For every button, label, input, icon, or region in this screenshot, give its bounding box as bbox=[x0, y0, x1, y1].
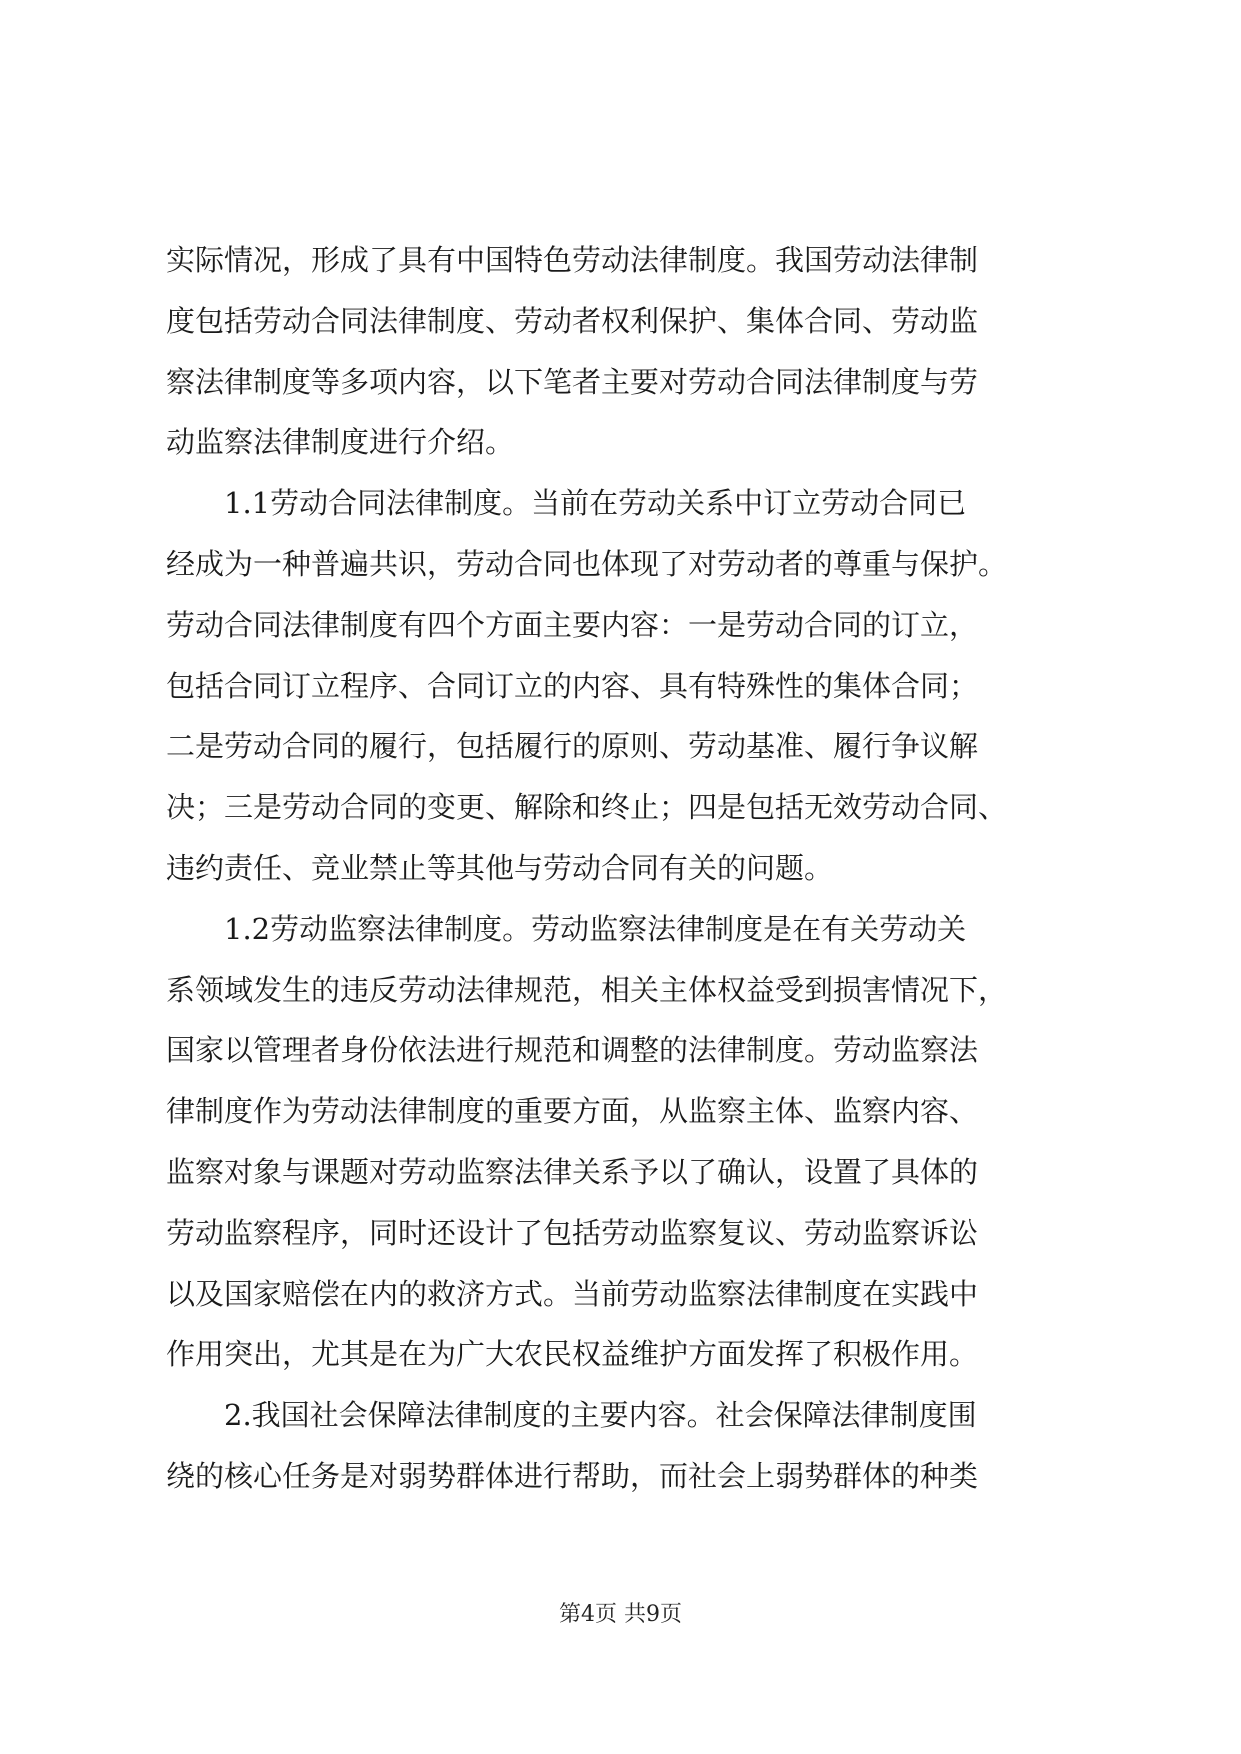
text-line: 以及国家赔偿在内的救济方式。当前劳动监察法律制度在实践中 bbox=[166, 1276, 979, 1311]
section-1-2-first-line: 1.2劳动监察法律制度。劳动监察法律制度是在有关劳动关 bbox=[224, 911, 967, 946]
text-line: 律制度作为劳动法律制度的重要方面，从监察主体、监察内容、 bbox=[166, 1094, 979, 1129]
text-line: 作用突出，尤其是在为广大农民权益维护方面发挥了积极作用。 bbox=[166, 1337, 979, 1372]
text-line: 监察对象与课题对劳动监察法律关系予以了确认，设置了具体的 bbox=[166, 1154, 979, 1189]
text-line: 劳动合同法律制度有四个方面主要内容：一是劳动合同的订立， bbox=[166, 607, 979, 642]
text-line: 违约责任、竞业禁止等其他与劳动合同有关的问题。 bbox=[166, 850, 834, 885]
section-2-first-line: 2.我国社会保障法律制度的主要内容。社会保障法律制度围 bbox=[224, 1398, 977, 1433]
text-line: 动监察法律制度进行介绍。 bbox=[166, 425, 515, 460]
page-number-footer: 第4页 共9页 bbox=[559, 1602, 682, 1627]
text-line: 二是劳动合同的履行，包括履行的原则、劳动基准、履行争议解 bbox=[166, 729, 979, 764]
text-line: 系领域发生的违反劳动法律规范，相关主体权益受到损害情况下， bbox=[166, 972, 1008, 1007]
text-line: 察法律制度等多项内容，以下笔者主要对劳动合同法律制度与劳 bbox=[166, 364, 979, 399]
text-line: 度包括劳动合同法律制度、劳动者权利保护、集体合同、劳动监 bbox=[166, 303, 979, 338]
text-line: 经成为一种普遍共识，劳动合同也体现了对劳动者的尊重与保护。 bbox=[166, 546, 1008, 581]
text-line: 包括合同订立程序、合同订立的内容、具有特殊性的集体合同； bbox=[166, 668, 979, 703]
text-line: 绕的核心任务是对弱势群体进行帮助，而社会上弱势群体的种类 bbox=[166, 1458, 979, 1493]
text-line: 国家以管理者身份依法进行规范和调整的法律制度。劳动监察法 bbox=[166, 1033, 979, 1068]
text-line: 实际情况，形成了具有中国特色劳动法律制度。我国劳动法律制 bbox=[166, 243, 979, 277]
section-1-1-first-line: 1.1劳动合同法律制度。当前在劳动关系中订立劳动合同已 bbox=[224, 486, 967, 521]
text-line: 决；三是劳动合同的变更、解除和终止；四是包括无效劳动合同、 bbox=[166, 790, 1008, 825]
text-line: 劳动监察程序，同时还设计了包括劳动监察复议、劳动监察诉讼 bbox=[166, 1215, 979, 1250]
document-body bbox=[166, 230, 1078, 1507]
